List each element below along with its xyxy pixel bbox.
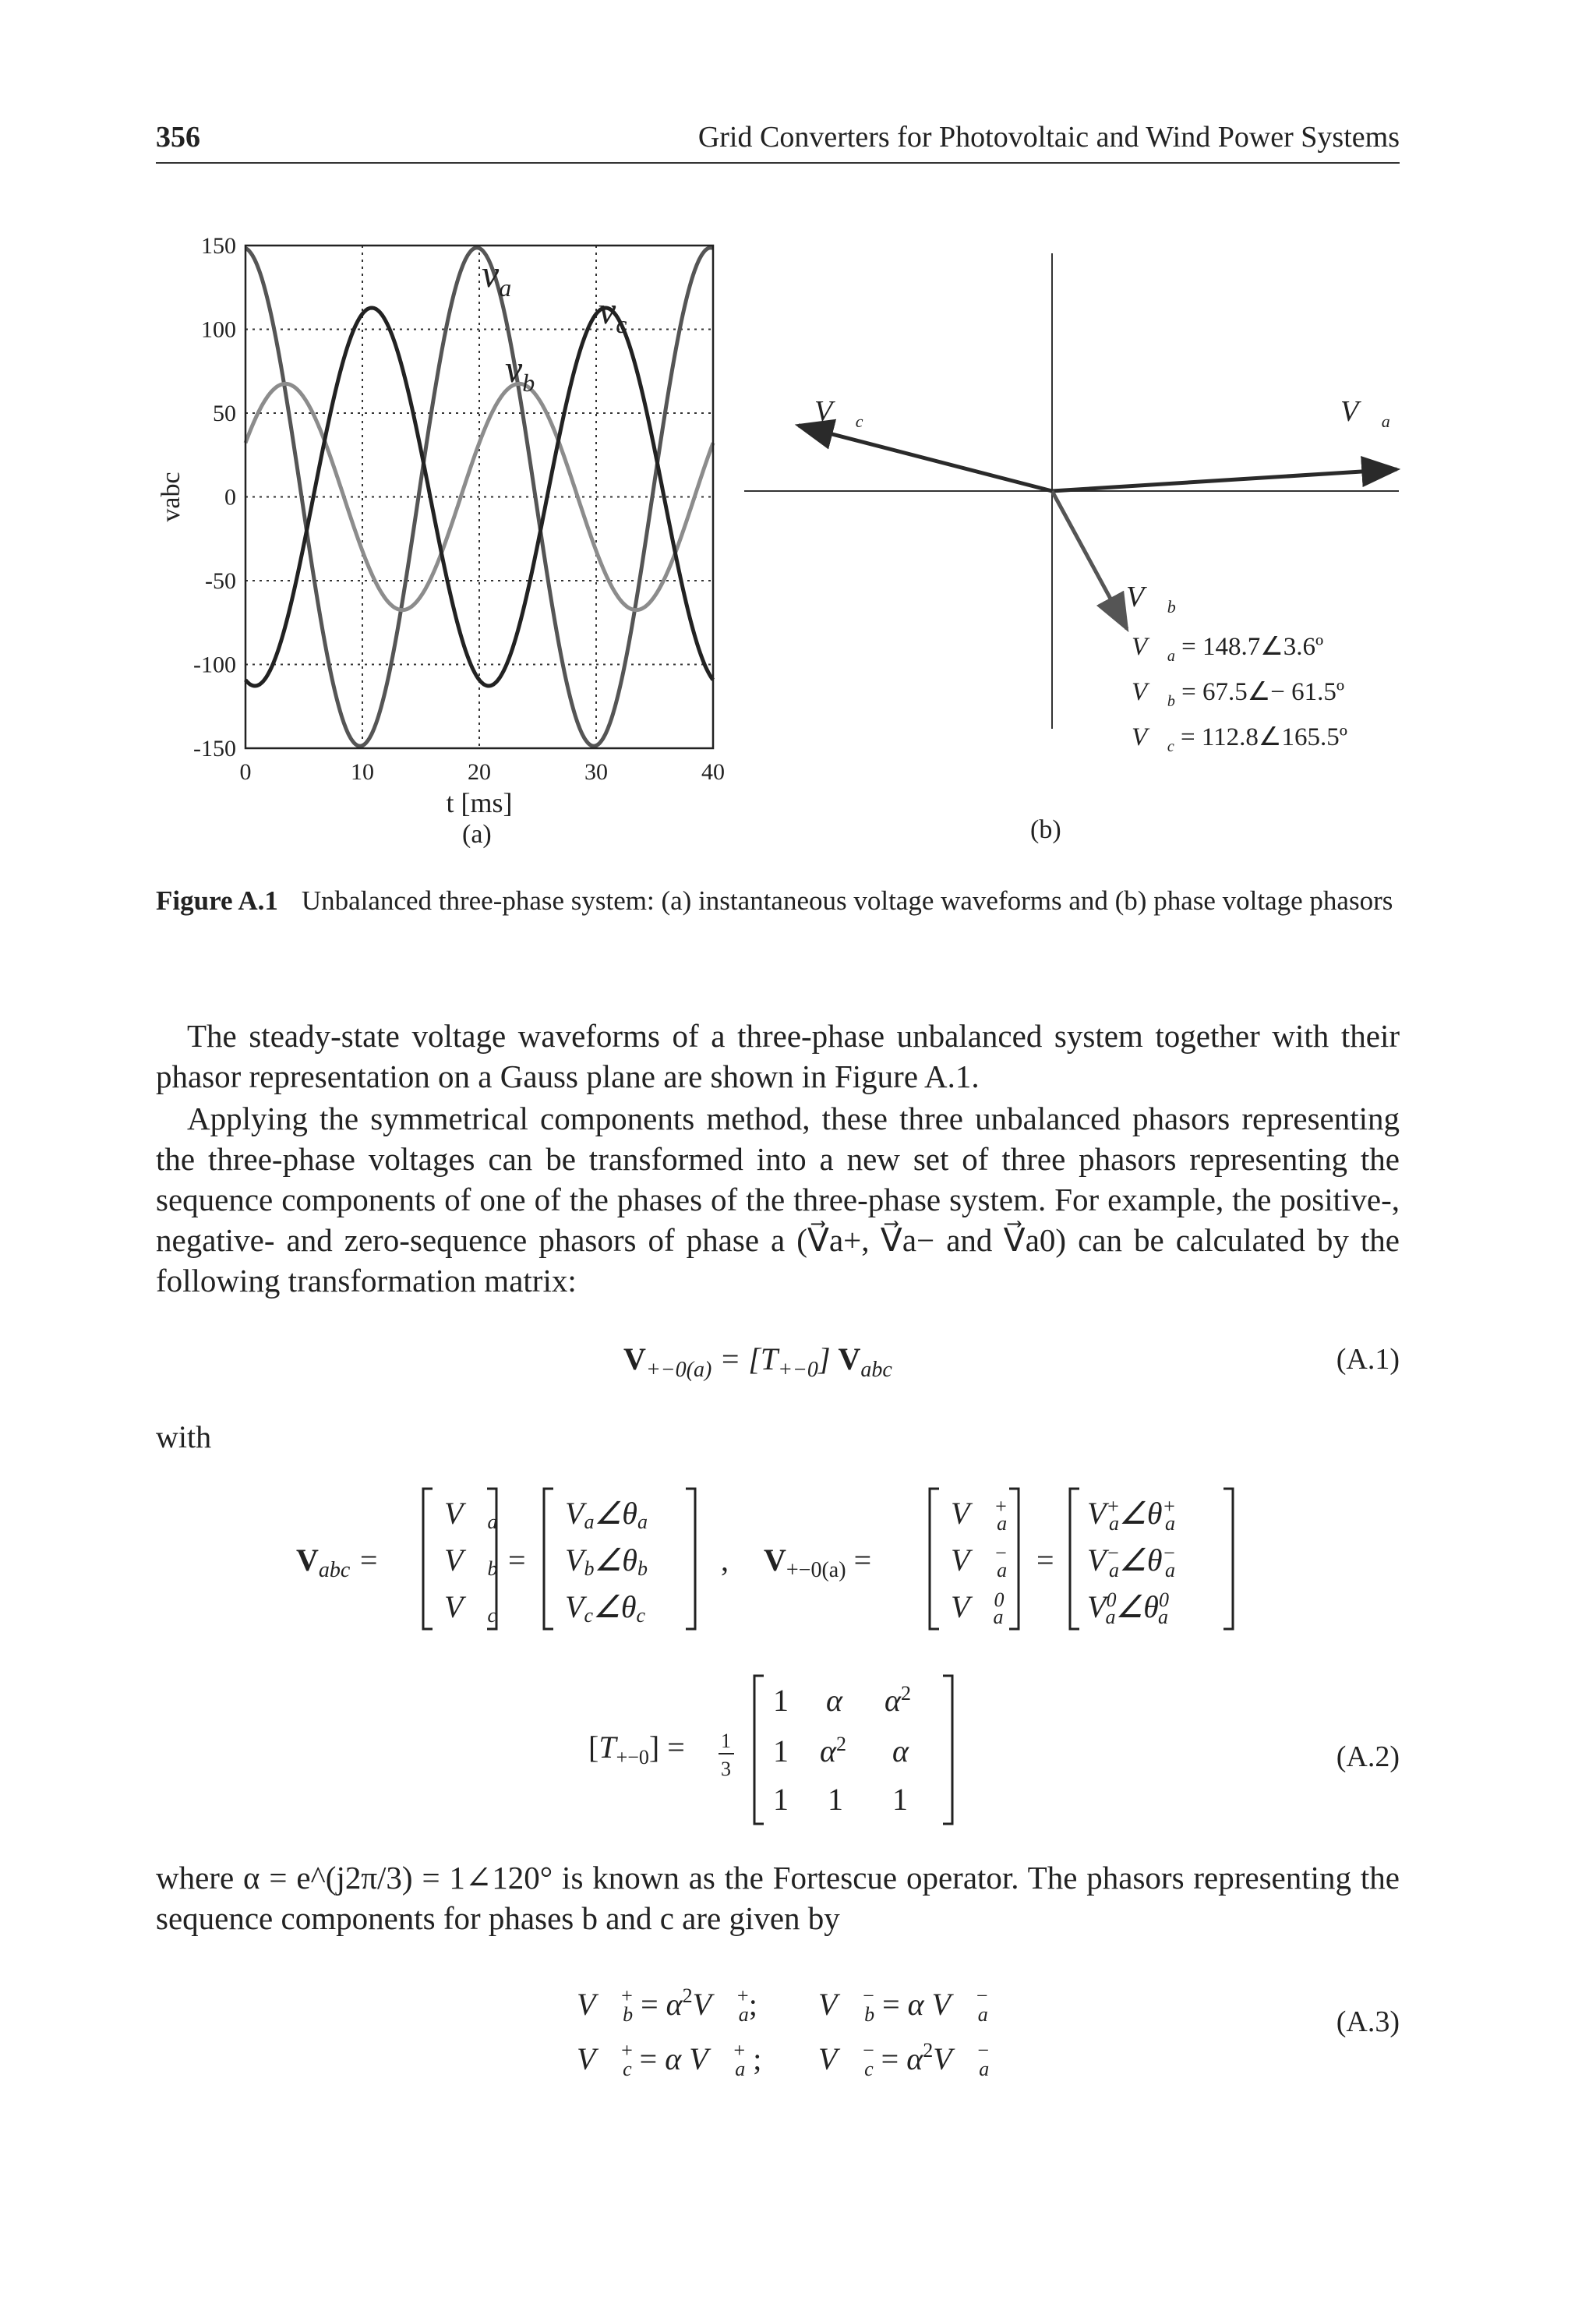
- phasor-Vb-value: $V⃗_b$ = 67.5∠− 61.5º: [1132, 678, 1345, 710]
- svg-text:=: =: [1036, 1542, 1054, 1578]
- y-tick-label: 100: [201, 316, 236, 343]
- y-tick-label: -100: [193, 652, 236, 678]
- svg-text:α2: $\alpha^2$: [885, 1682, 911, 1718]
- svg-text:3: 3: [721, 1758, 731, 1780]
- phasor-Vc-label: $V⃗_c$: [814, 395, 863, 431]
- x-tick-label: 0: [239, 759, 252, 785]
- y-axis-label: vabc: [157, 472, 185, 522]
- y-tick-label: 0: [224, 484, 236, 511]
- page-header: [156, 117, 1400, 164]
- x-tick-label: 20: [468, 759, 491, 785]
- series-va-label: $v_a$: [482, 252, 512, 302]
- series-vc-label: $v_c$: [598, 288, 627, 338]
- y-tick-label: -150: [193, 736, 236, 761]
- equation-a2-number: (A.2): [1336, 1740, 1400, 1773]
- paragraph-1: The steady-state voltage waveforms of a three-phase unbalanced system together with their phasor representation on a Gauss plane are shown in Figure A.1.: [156, 1018, 1400, 1094]
- subfig-b-label: (b): [1030, 815, 1061, 844]
- svg-text:V−a∠θ−a: V− a∠θ− a: [1087, 1542, 1177, 1581]
- x-axis-label: t [ms]: [446, 787, 513, 818]
- svg-text:α: α: [826, 1683, 842, 1718]
- equation-a3-number: (A.3): [1336, 2005, 1400, 2038]
- svg-text:V⃗a: V⃗a: [444, 1496, 498, 1533]
- equation-a2-matrices: [296, 1473, 1309, 1832]
- equation-a1: $V_{+-0(a)} = [T_{+-0}]$ $V_{abc}$: [623, 1341, 892, 1382]
- subfig-a-label: (a): [462, 820, 492, 849]
- svg-text:Vabc =: $V_{abc}$ =: [296, 1542, 380, 1582]
- svg-text:[T+−0] =: $[T_{+-0}]$ =: [588, 1730, 685, 1769]
- svg-text:1: 1: [773, 1733, 789, 1769]
- figure-caption: [156, 882, 1400, 920]
- paragraph-2: Applying the symmetrical components method, these three unbalanced phasors representing the three-phase voltages can be transformed into a new set of three phasors representing the sequence components of one of the phases of the three-phase system. For example, the positive-, negative- and zero-sequence phasors of phase a (V⃗a+, V⃗a− and V⃗a0) can be calculated by the following transformation matrix:: [156, 1101, 1400, 1299]
- svg-text:1: 1: [773, 1683, 789, 1718]
- svg-text:Vb∠θb: Vb∠θb: [565, 1542, 648, 1580]
- svg-text:α2: $\alpha^2$: [820, 1733, 846, 1769]
- phasor-Vc-value: $V⃗_c$ = 112.8∠165.5º: [1132, 723, 1347, 755]
- x-tick-label: 30: [584, 759, 608, 785]
- svg-text:V0a∠θ0a: $V^0$ $a\angle\theta^0$ a: [1087, 1588, 1169, 1628]
- equation-a3: [561, 1972, 1060, 2097]
- with-text: with: [156, 1419, 212, 1454]
- equation-a1-number: (A.1): [1336, 1343, 1400, 1376]
- svg-text:V+−0(a) =: $V_{+-0(a)}$ =: [764, 1542, 872, 1582]
- phasor-Vb-arrow: [1052, 491, 1127, 629]
- svg-text:V⃗+b = α2V⃗+a;: V⃗+ $b = \alpha^2V⃗^+$ a;: [577, 1984, 757, 2026]
- svg-text:V⃗0a: V⃗$^0$ a: [951, 1588, 1005, 1628]
- waveform-chart: [156, 233, 725, 873]
- svg-text:α: α: [892, 1733, 909, 1769]
- svg-text:V⃗b: V⃗b: [444, 1542, 498, 1580]
- svg-text:Vc∠θc: Vc∠θc: [565, 1589, 646, 1627]
- y-tick-label: 150: [201, 233, 236, 259]
- phasor-Vb-label: $V⃗_b$: [1126, 581, 1176, 617]
- y-tick-label: 50: [213, 401, 236, 426]
- page-number: 356: [156, 121, 200, 154]
- phasor-Va-arrow: [1052, 469, 1396, 491]
- caption-text: Unbalanced three-phase system: (a) instantaneous voltage waveforms and (b) phase voltage phasors: [301, 885, 1393, 916]
- running-title: Grid Converters for Photovoltaic and Wind Power Systems: [697, 121, 1400, 154]
- svg-text:V⃗−b = α V⃗−a: V⃗− b = α V⃗− a: [818, 1984, 989, 2026]
- paragraph-3: where α = e^(j2π/3) = 1∠120° is known as the Fortescue operator. The phasors representing the sequence components for phases b and c are given by: [156, 1860, 1400, 1936]
- phasor-Va-label: $V⃗_a$: [1340, 395, 1390, 431]
- y-tick-label: -50: [205, 568, 236, 594]
- svg-text:=: =: [508, 1542, 526, 1578]
- x-tick-label: 10: [351, 759, 374, 785]
- x-tick-label: 40: [701, 759, 725, 785]
- svg-text:1: 1: [828, 1782, 843, 1817]
- svg-text:V+a∠θ+a: V+ a∠θ+ a: [1087, 1495, 1177, 1535]
- svg-text:V⃗c: V⃗c: [444, 1589, 497, 1627]
- svg-text:1: 1: [892, 1782, 908, 1817]
- svg-text:V⃗−c = α2V⃗−a: V⃗− $c = \alpha^2V⃗^-$ a: [818, 2039, 990, 2080]
- svg-text:1: 1: [773, 1782, 789, 1817]
- svg-text:V⃗+a: V⃗+ a: [951, 1495, 1008, 1535]
- caption-label: Figure A.1: [156, 885, 278, 916]
- svg-text:V⃗+c = α V⃗+a ;: V⃗+ c = α V⃗+ a ;: [577, 2039, 762, 2080]
- phasor-diagram: [740, 234, 1411, 779]
- phasor-Va-value: $V⃗_a$ = 148.7∠3.6º: [1132, 633, 1324, 665]
- svg-text:Va∠θa: Va∠θa: [565, 1496, 648, 1533]
- svg-text:,: ,: [721, 1542, 729, 1578]
- svg-text:1: 1: [721, 1730, 731, 1752]
- svg-text:V⃗−a: V⃗− a: [951, 1542, 1008, 1581]
- phasor-Vc-arrow: [799, 426, 1052, 491]
- series-vb-label: $v_b$: [505, 347, 535, 397]
